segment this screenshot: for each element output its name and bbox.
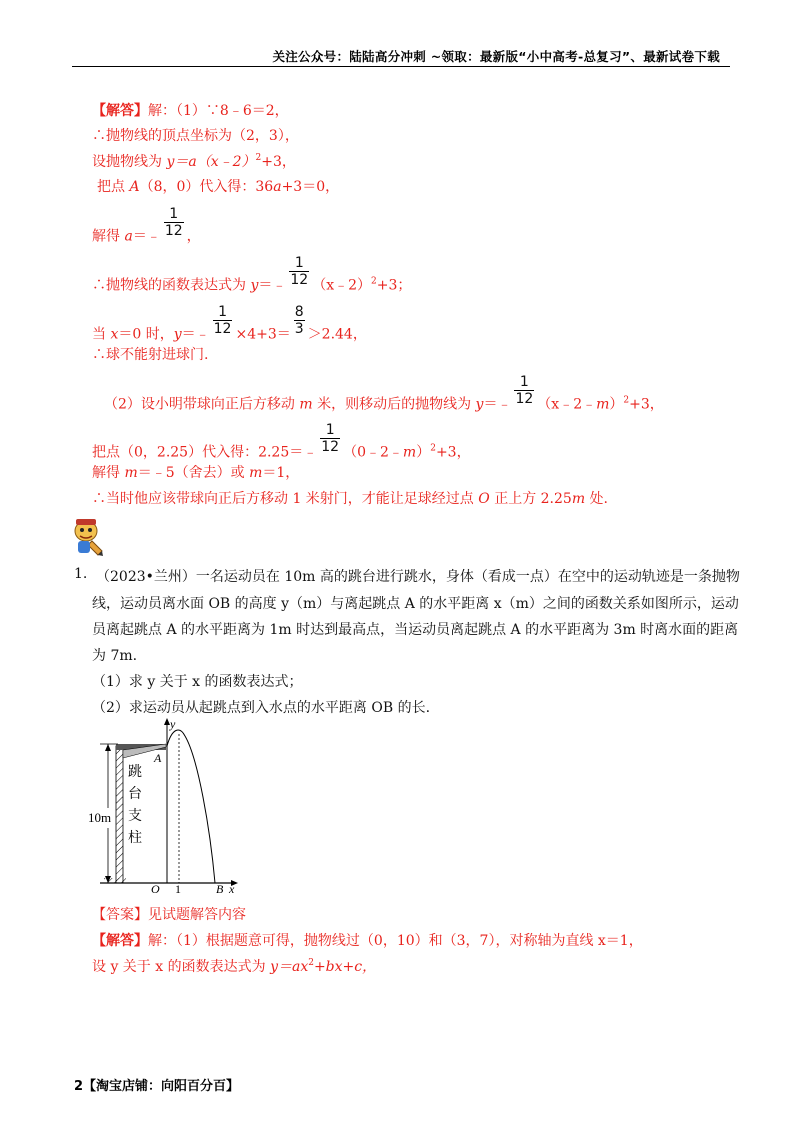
denominator: 12 <box>290 272 309 288</box>
denominator: 12 <box>164 223 183 239</box>
text: （x﹣2﹣ <box>537 396 597 413</box>
text: 把点（0，2.25）代入得：2.25＝﹣ <box>92 444 318 461</box>
label-height: 10m <box>88 810 112 825</box>
text: 解：（1）根据题意可得，抛物线过（0，10）和（3，7），对称轴为直线 x＝1， <box>148 933 643 949</box>
text: ， <box>186 228 201 245</box>
text: ＝﹣ <box>132 228 161 245</box>
label-platform-3: 支 <box>128 808 142 824</box>
text: a <box>124 228 133 245</box>
label-platform-2: 台 <box>128 786 142 802</box>
solution2-line-2 <box>92 956 376 976</box>
label-A: A <box>154 751 162 765</box>
text: 解：（1）∵8﹣6＝2， <box>148 103 289 119</box>
diving-figure <box>88 718 248 897</box>
solution-line-9 <box>104 374 664 421</box>
text: 当 <box>92 326 111 343</box>
text: （8，0）代入得：36 <box>139 179 274 195</box>
solution-line-11 <box>92 462 299 482</box>
numerator: 1 <box>169 206 179 222</box>
problem-line-1: （2023•兰州）一名运动员在 10m 高的跳台进行跳水，身体（看成一点）在空中的运动轨迹是一条抛物 <box>96 569 740 585</box>
label-O: O <box>151 882 160 896</box>
text: ＝﹣ <box>258 277 287 294</box>
fraction-1-12 <box>320 422 340 455</box>
text: m <box>299 396 313 413</box>
text: ×4+3＝ <box>235 326 291 343</box>
numerator: 1 <box>218 304 228 320</box>
text: ＝﹣5（舍去）或 <box>137 465 250 481</box>
page-footer: 2【淘宝店铺：向阳百分百】 <box>74 1079 240 1094</box>
solution2-tag: 【解答】 <box>92 933 148 949</box>
label-y: y <box>170 717 176 731</box>
page-header: 关注公众号：陆陆高分冲刺 ~领取：最新版“小中高考-总复习”、最新试卷下载 <box>272 49 720 64</box>
text: x <box>110 326 119 343</box>
text: +3＝0， <box>281 179 340 195</box>
text: O <box>478 491 490 507</box>
text: ） <box>609 396 624 413</box>
question-1: （1）求 y 关于 x 的函数表达式； <box>92 674 303 690</box>
solution-line-5 <box>92 206 201 253</box>
question-2: （2）求运动员从起跳点到入水点的水平距离 OB 的长. <box>92 700 431 716</box>
text: ＝﹣ <box>483 396 512 413</box>
exponent: 2 <box>623 395 630 406</box>
exponent: 2 <box>308 958 314 968</box>
text: y＝a（x﹣2） <box>166 154 256 170</box>
text: m <box>249 465 263 481</box>
text: 正上方 2.25 <box>489 491 572 507</box>
solution2-line-1 <box>92 930 643 950</box>
text: m <box>571 491 586 507</box>
denominator: 3 <box>294 321 304 337</box>
text: y <box>173 326 182 343</box>
text: y <box>250 277 259 294</box>
text: 把点 <box>97 179 130 195</box>
denominator: 12 <box>213 321 232 337</box>
numerator: 1 <box>519 374 529 390</box>
answer-line <box>92 904 246 924</box>
fraction-1-12 <box>289 255 309 288</box>
text: 设抛物线为 <box>92 154 167 170</box>
label-B: B <box>216 882 224 896</box>
solution-line-3 <box>92 151 296 171</box>
solution-tag: 【解答】 <box>92 103 148 119</box>
text: +3； <box>376 277 412 294</box>
solution-line-8: ∴球不能射进球门. <box>92 347 209 363</box>
fraction-1-12 <box>213 304 233 337</box>
solution-line-12 <box>92 488 608 508</box>
numerator: 1 <box>325 422 335 438</box>
text: ∴当时他应该带球向正后方移动 1 米射门，才能让足球经过点 <box>92 491 479 507</box>
text: y <box>475 396 484 413</box>
text: m <box>596 396 610 413</box>
denominator: 12 <box>515 391 534 407</box>
solution-line-4 <box>97 176 339 196</box>
exponent: 2 <box>255 153 262 163</box>
problem-line-4: 为 7m. <box>92 648 138 664</box>
text: +3， <box>435 444 471 461</box>
text: 解得 <box>92 228 125 245</box>
answer-tag: 【答案】 <box>92 907 148 923</box>
answer-text: 见试题解答内容 <box>148 907 246 923</box>
text: m <box>124 465 138 481</box>
text: +3， <box>629 396 664 413</box>
text: +bx+c， <box>313 959 377 975</box>
dimension-arrow-top <box>105 744 111 751</box>
solution-line-6 <box>92 255 412 302</box>
fraction-8-3 <box>294 304 305 337</box>
numerator: 8 <box>294 304 304 320</box>
text: ∴抛物线的函数表达式为 <box>92 277 251 294</box>
fraction-1-12 <box>164 206 184 239</box>
problem-line-2: 线，运动员离水面 OB 的高度 y（m）与离起跳点 A 的水平距离 x（m）之间的函数关系如图所示，运动 <box>92 596 739 612</box>
fraction-1-12 <box>514 374 534 407</box>
text: （x﹣2） <box>312 277 372 294</box>
problem-number: 1. <box>74 566 88 582</box>
text: ＝0 时， <box>118 326 174 343</box>
text: a <box>273 179 282 195</box>
trajectory-curve <box>167 730 215 883</box>
text: 处. <box>585 491 609 507</box>
text: （2）设小明带球向正后方移动 <box>104 396 300 413</box>
text: y＝ax <box>270 959 309 975</box>
platform-column <box>116 746 123 883</box>
denominator: 12 <box>321 439 340 455</box>
text: m <box>402 444 417 461</box>
header-divider <box>72 66 730 67</box>
label-1: 1 <box>175 882 181 896</box>
solution-line-1 <box>92 100 289 120</box>
solution-line-2: ∴抛物线的顶点坐标为（2，3）， <box>92 128 299 144</box>
text: ＝1， <box>262 465 300 481</box>
label-platform-1: 跳 <box>128 764 142 780</box>
problem-line-3: 员离起跳点 A 的水平距离为 1m 时达到最高点，当运动员离起跳点 A 的水平距离为 3m 时离水面的距离 <box>92 622 739 638</box>
text: ＝﹣ <box>181 326 210 343</box>
exponent: 2 <box>430 443 436 454</box>
text: 解得 <box>92 465 125 481</box>
label-x: x <box>229 882 235 896</box>
text: 米，则移动后的抛物线为 <box>312 396 476 413</box>
text: ＞2.44， <box>307 326 367 343</box>
pencil-mascot-icon <box>70 515 104 561</box>
numerator: 1 <box>294 255 304 271</box>
label-platform-4: 柱 <box>128 830 142 846</box>
text: （0﹣2﹣ <box>343 444 403 461</box>
text: 设 y 关于 x 的函数表达式为 <box>92 959 271 975</box>
text: ） <box>416 444 431 461</box>
text: +3， <box>261 154 296 170</box>
text: A <box>129 179 140 195</box>
exponent: 2 <box>371 276 377 287</box>
